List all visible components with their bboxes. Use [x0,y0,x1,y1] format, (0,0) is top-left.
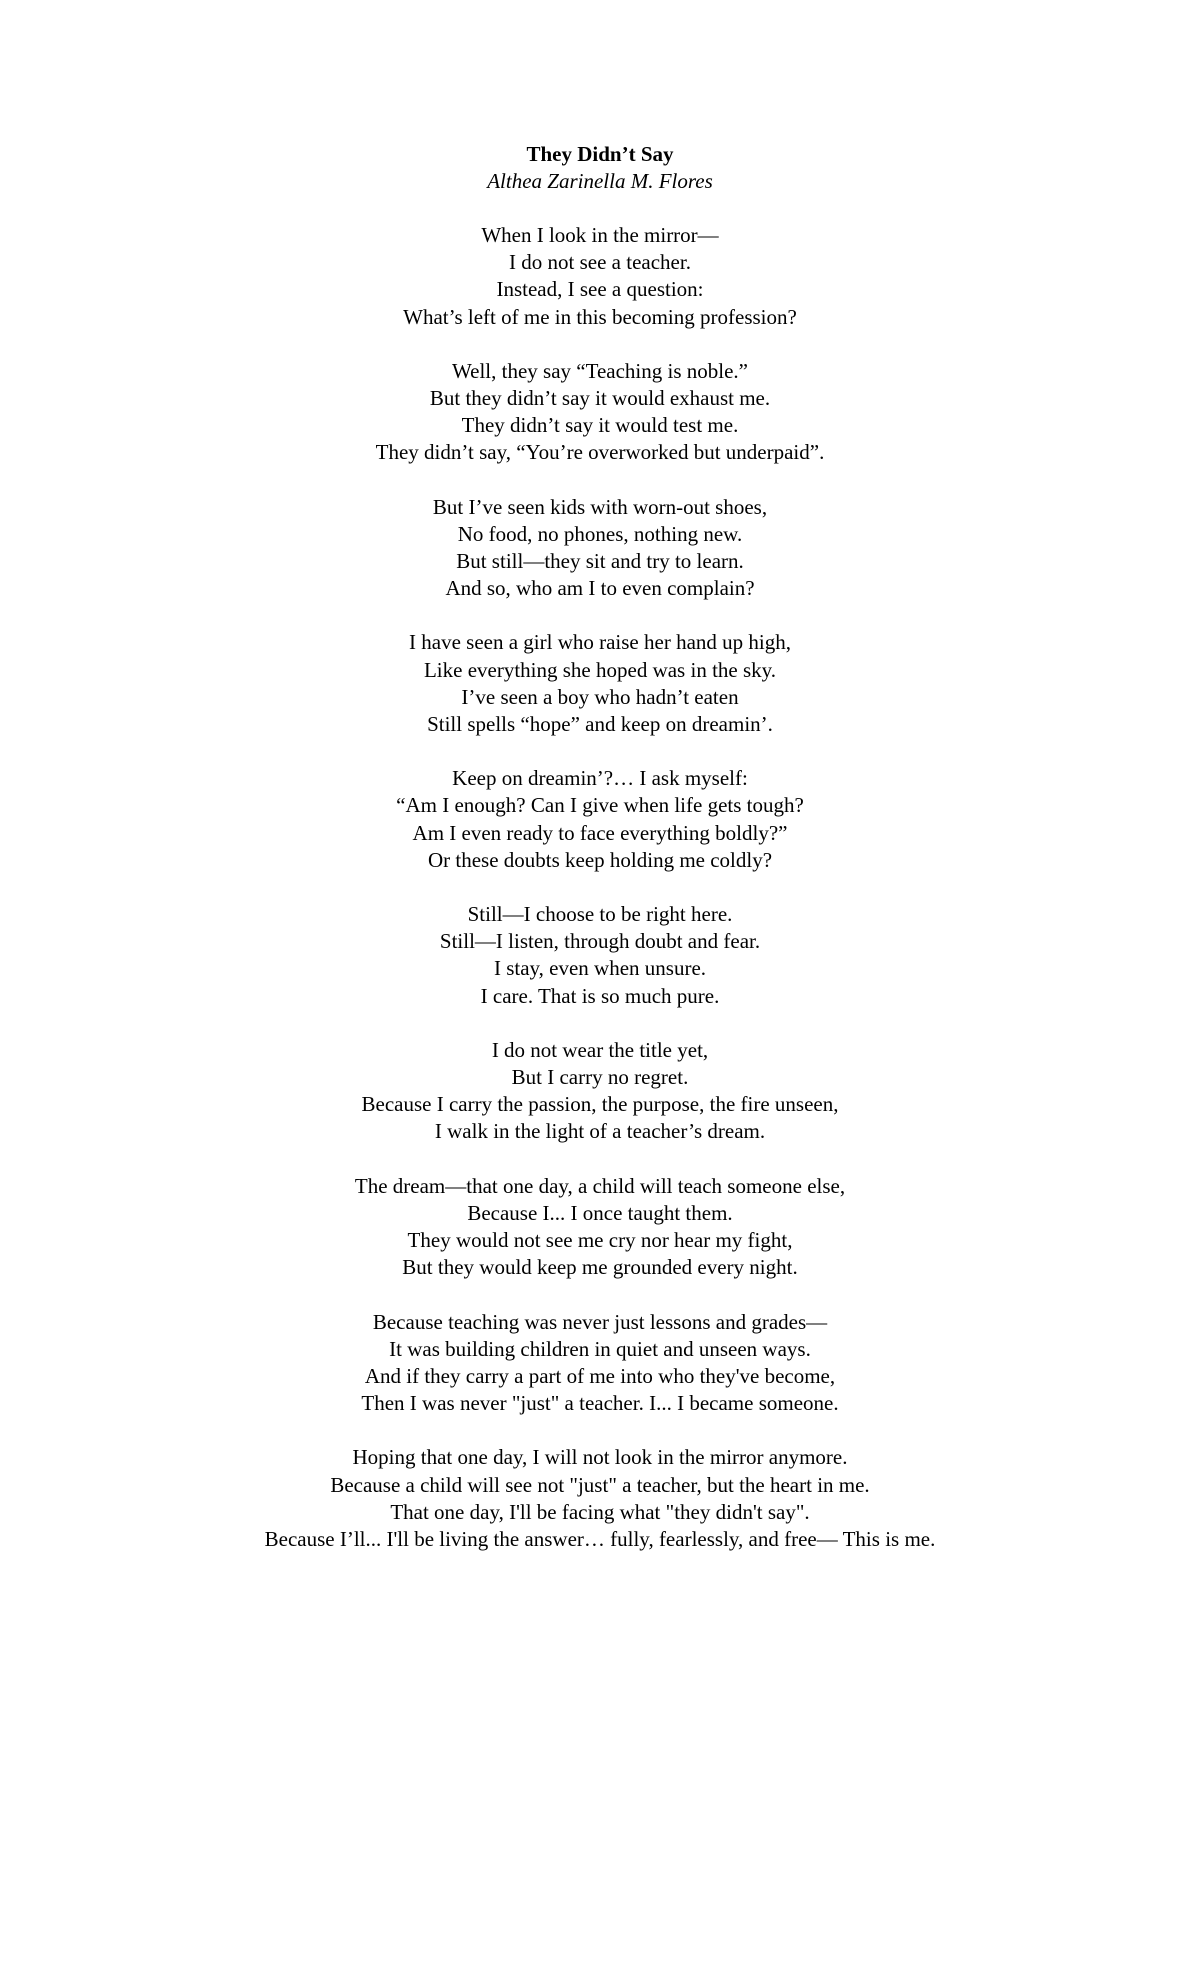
poem-author: Althea Zarinella M. Flores [487,169,713,193]
stanza [0,1309,1200,1418]
poem-body [0,222,1200,1553]
poem-line: They didn’t say it would test me. [461,413,739,438]
poem-line: They would not see me cry nor hear my fight, [407,1228,793,1253]
poem-line: Because I carry the passion, the purpose, the fire unseen, [361,1092,839,1117]
poem [0,140,1200,1580]
stanza [0,765,1200,874]
poem-line: I’ve seen a boy who hadn’t eaten [461,684,739,709]
poem-line: And so, who am I to even complain? [445,576,755,601]
poem-line: Still spells “hope” and keep on dreamin’. [427,712,773,737]
poem-line: Because I’ll... I'll be living the answer… fully, fearlessly, and free— This is me. [264,1526,936,1551]
poem-line: I do not wear the title yet, [491,1037,709,1062]
poem-line: It was building children in quiet and unseen ways. [389,1336,811,1361]
poem-line: I do not see a teacher. [509,250,691,275]
poem-line: Hoping that one day, I will not look in the mirror anymore. [352,1445,848,1470]
stanza [0,494,1200,603]
poem-line: They didn’t say, “You’re overworked but underpaid”. [375,440,825,465]
poem-title: They Didn’t Say [526,142,674,166]
poem-line: Still—I choose to be right here. [467,902,733,927]
poem-line: I stay, even when unsure. [493,956,707,981]
poem-line: The dream—that one day, a child will teach someone else, [354,1173,846,1198]
poem-line: What’s left of me in this becoming profession? [403,304,797,329]
poem-line: When I look in the mirror— [481,223,719,247]
poem-line: But they didn’t say it would exhaust me. [429,386,771,411]
stanza [0,1444,1200,1553]
poem-line: “Am I enough? Can I give when life gets tough? [396,793,804,818]
stanza [0,358,1200,467]
poem-line: I walk in the light of a teacher’s dream. [434,1119,766,1144]
stanza [0,629,1200,738]
poem-line: But they would keep me grounded every night. [402,1255,798,1280]
poem-line: Because a child will see not "just" a teacher, but the heart in me. [330,1472,870,1497]
poem-line: That one day, I'll be facing what "they didn't say". [390,1499,810,1524]
poem-line: Am I even ready to face everything boldly?” [412,820,788,845]
stanza [0,1037,1200,1146]
poem-line: Because teaching was never just lessons and grades— [372,1309,828,1334]
poem-line: But I carry no regret. [511,1065,689,1090]
poem-line: Well, they say “Teaching is noble.” [452,358,748,383]
poem-line: But still—they sit and try to learn. [456,549,744,574]
poem-line: Keep on dreamin’?… I ask myself: [452,766,748,791]
stanza [0,222,1200,331]
poem-line: Or these doubts keep holding me coldly? [427,847,773,872]
stanza [0,1173,1200,1282]
poem-line: But I’ve seen kids with worn-out shoes, [432,494,768,519]
stanza [0,901,1200,1010]
poem-line: Instead, I see a question: [496,277,704,302]
poem-line: Like everything she hoped was in the sky. [423,657,777,682]
poem-line: I care. That is so much pure. [480,983,720,1008]
poem-line: No food, no phones, nothing new. [457,521,743,546]
poem-line: Still—I listen, through doubt and fear. [439,929,761,954]
poem-line: I have seen a girl who raise her hand up high, [409,630,791,655]
poem-line: Then I was never "just" a teacher. I... I became someone. [361,1391,839,1416]
poem-line: Because I... I once taught them. [467,1200,733,1225]
poem-line: And if they carry a part of me into who they've become, [364,1363,836,1388]
